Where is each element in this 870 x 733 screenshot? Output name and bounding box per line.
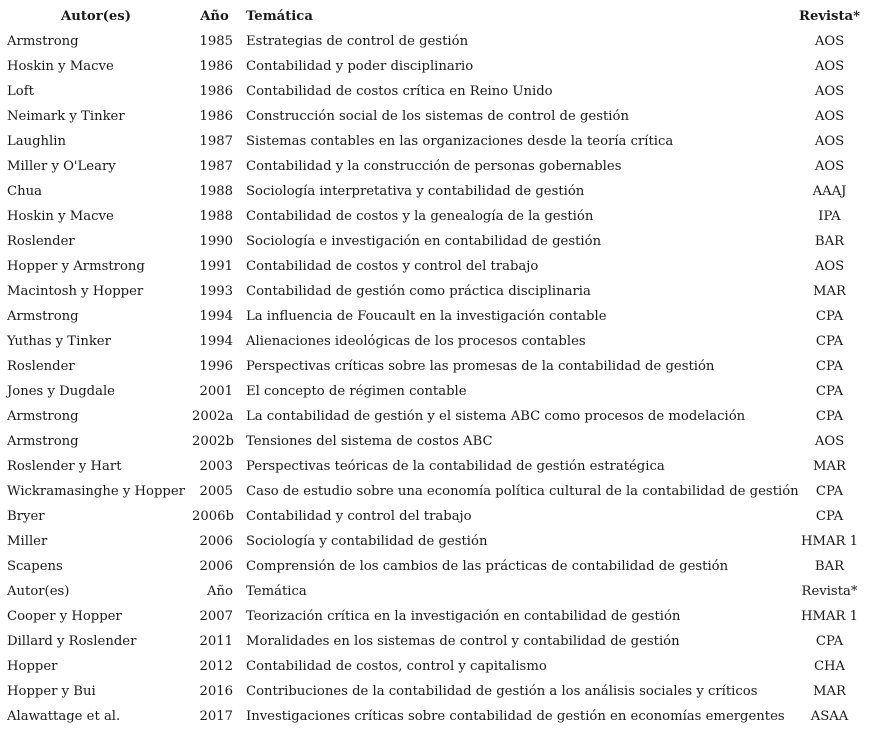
cell-topic: Sistemas contables en las organizaciones desde la teoría crítica [246,134,674,149]
table-row [0,104,870,129]
table-row [0,379,870,404]
cell-year: 1987 [199,134,233,149]
cell-year: 2001 [199,384,233,399]
cell-author: Yuthas y Tinker [7,334,111,349]
cell-journal: HMAR 1 [800,609,859,624]
cell-journal: CPA [815,409,844,424]
cell-journal: CPA [815,509,844,524]
table-row [0,454,870,479]
cell-journal: AOS [814,84,845,99]
cell-journal: MAR [813,684,846,699]
table-body [0,29,870,729]
table-row [0,354,870,379]
cell-author: Alawattage et al. [7,709,121,724]
cell-year: 2012 [199,659,233,674]
cell-journal: CPA [815,334,844,349]
cell-author: Miller [7,534,48,549]
cell-journal: AOS [814,34,845,49]
cell-year: 2002b [192,434,235,449]
cell-year: 1991 [199,259,233,274]
cell-topic: Construcción social de los sistemas de control de gestión [246,109,629,124]
cell-journal: AAAJ [812,184,847,199]
cell-journal: AOS [814,159,845,174]
cell-topic: Contabilidad de gestión como práctica disciplinaria [246,284,591,299]
cell-journal: MAR [813,459,846,474]
cell-year: 2006 [199,559,233,574]
table-row [0,479,870,504]
cell-topic: La contabilidad de gestión y el sistema ABC como procesos de modelación [246,409,746,424]
cell-author: Armstrong [7,434,79,449]
cell-topic: Contabilidad de costos y la genealogía de la gestión [246,209,594,224]
cell-year: 2011 [199,634,233,649]
cell-topic: Contabilidad de costos, control y capitalismo [246,659,547,674]
header-topic: Temática [246,9,313,24]
cell-year: 2005 [199,484,233,499]
cell-year: 2006b [192,509,235,524]
cell-topic: Contabilidad y poder disciplinario [246,59,474,74]
table-header-row [0,4,870,29]
table-row [0,654,870,679]
cell-author: Jones y Dugdale [7,384,115,399]
cell-author: Armstrong [7,409,79,424]
table-row [0,79,870,104]
table-row [0,504,870,529]
cell-year: 1990 [199,234,233,249]
cell-topic: Perspectivas críticas sobre las promesas de la contabilidad de gestión [246,359,715,374]
table-row [0,229,870,254]
cell-year: 2006 [199,534,233,549]
cell-topic: Moralidades en los sistemas de control y contabilidad de gestión [246,634,680,649]
cell-author: Hoskin y Macve [7,209,114,224]
cell-author: Hoskin y Macve [7,59,114,74]
table-row [0,429,870,454]
cell-topic: Sociología y contabilidad de gestión [246,534,488,549]
cell-year: 1987 [199,159,233,174]
table-row [0,679,870,704]
table-row [0,254,870,279]
cell-year: 1988 [199,184,233,199]
cell-topic: Caso de estudio sobre una economía política cultural de la contabilidad de gestión [246,484,799,499]
cell-year: Año [207,584,233,599]
cell-author: Autor(es) [7,584,70,599]
cell-author: Loft [7,84,34,99]
cell-topic: El concepto de régimen contable [246,384,467,399]
cell-topic: Sociología e investigación en contabilidad de gestión [246,234,602,249]
cell-author: Chua [7,184,42,199]
cell-journal: AOS [814,434,845,449]
table-row [0,279,870,304]
table-row [0,29,870,54]
cell-topic: Teorización crítica en la investigación en contabilidad de gestión [246,609,681,624]
table-row [0,129,870,154]
cell-author: Neimark y Tinker [7,109,125,124]
table-row [0,304,870,329]
cell-journal: CPA [815,309,844,324]
header-year: Año [200,9,229,24]
table-row [0,179,870,204]
table-row [0,604,870,629]
cell-topic: Comprensión de los cambios de las prácticas de contabilidad de gestión [246,559,729,574]
cell-journal: CPA [815,634,844,649]
cell-author: Roslender [7,234,75,249]
cell-topic: Contribuciones de la contabilidad de gestión a los análisis sociales y críticos [246,684,758,699]
cell-author: Hopper [7,659,58,674]
cell-journal: AOS [814,259,845,274]
cell-year: 2007 [199,609,233,624]
cell-year: 1994 [199,334,233,349]
cell-author: Bryer [7,509,45,524]
cell-year: 1986 [199,84,233,99]
cell-journal: CPA [815,484,844,499]
cell-author: Macintosh y Hopper [7,284,144,299]
cell-journal: AOS [814,134,845,149]
cell-author: Miller y O'Leary [7,159,116,174]
cell-author: Roslender [7,359,75,374]
cell-journal: CPA [815,384,844,399]
cell-topic: Temática [246,584,307,599]
table-row [0,579,870,604]
cell-topic: Estrategias de control de gestión [246,34,469,49]
cell-year: 1986 [199,59,233,74]
cell-topic: Contabilidad y control del trabajo [246,509,472,524]
cell-topic: Contabilidad de costos y control del trabajo [246,259,539,274]
cell-year: 2002a [192,409,234,424]
cell-year: 1988 [199,209,233,224]
table-row [0,154,870,179]
cell-journal: AOS [814,109,845,124]
table-row [0,404,870,429]
cell-year: 1994 [199,309,233,324]
cell-topic: Perspectivas teóricas de la contabilidad de gestión estratégica [246,459,665,474]
cell-author: Hopper y Bui [7,684,96,699]
table-row [0,54,870,79]
cell-year: 1993 [199,284,233,299]
header-author: Autor(es) [61,9,131,24]
cell-journal: CPA [815,359,844,374]
cell-year: 1986 [199,109,233,124]
cell-author: Roslender y Hart [7,459,122,474]
cell-year: 2016 [199,684,233,699]
cell-journal: CHA [813,659,846,674]
header-journal: Revista* [799,9,860,24]
table-row [0,529,870,554]
cell-topic: Tensiones del sistema de costos ABC [246,434,493,449]
table-row [0,704,870,729]
cell-year: 1985 [199,34,233,49]
cell-journal: Revista* [801,584,858,599]
cell-topic: Sociología interpretativa y contabilidad de gestión [246,184,585,199]
cell-year: 2003 [199,459,233,474]
cell-topic: La influencia de Foucault en la investigación contable [246,309,607,324]
cell-journal: ASAA [810,709,849,724]
cell-journal: HMAR 1 [800,534,859,549]
cell-year: 2017 [199,709,233,724]
cell-author: Armstrong [7,309,79,324]
table-row [0,329,870,354]
cell-author: Cooper y Hopper [7,609,122,624]
cell-author: Wickramasinghe y Hopper [7,484,185,499]
cell-journal: MAR [813,284,846,299]
cell-author: Armstrong [7,34,79,49]
cell-author: Hopper y Armstrong [7,259,145,274]
table-row [0,554,870,579]
cell-author: Dillard y Roslender [7,634,137,649]
cell-journal: IPA [818,209,841,224]
table-row [0,629,870,654]
cell-year: 1996 [199,359,233,374]
cell-journal: BAR [814,559,845,574]
table-row [0,204,870,229]
cell-author: Scapens [7,559,63,574]
cell-topic: Alienaciones ideológicas de los procesos contables [246,334,586,349]
cell-topic: Contabilidad de costos crítica en Reino Unido [246,84,553,99]
literature-table [0,4,870,729]
cell-journal: AOS [814,59,845,74]
cell-author: Laughlin [7,134,66,149]
cell-topic: Contabilidad y la construcción de personas gobernables [246,159,622,174]
cell-topic: Investigaciones críticas sobre contabilidad de gestión en economías emergentes [246,709,785,724]
cell-journal: BAR [814,234,845,249]
